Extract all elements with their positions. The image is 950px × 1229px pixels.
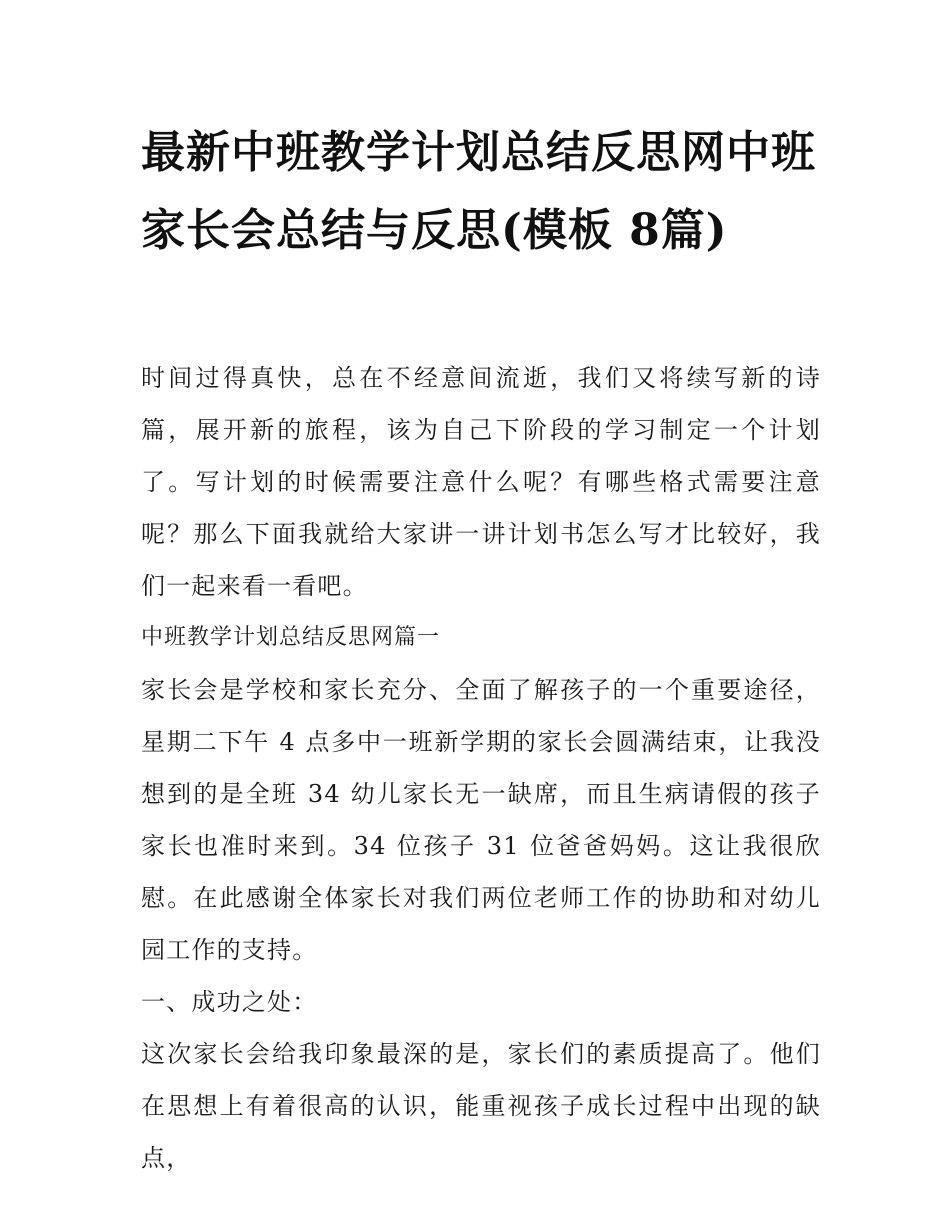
subsection-heading: 一、成功之处： [141, 988, 318, 1016]
body-paragraph: 这次家长会给我印象最深的是，家长们的素质提高了。他们在思想上有着很高的认识，能重视孩子成长过程中出现的缺点， [141, 1040, 821, 1172]
body-paragraph: 家长会是学校和家长充分、全面了解孩子的一个重要途径，星期二下午 4 点多中一班新学期的家长会圆满结束，让我没想到的是全班 34 幼儿家长无一缺席，而且生病请假的孩子家长也准时来到。34 位孩子 31 位爸爸妈妈。这让我很欣慰。在此感谢全体家长对我们两位老师工作的协助和对幼儿园工作的支持。 [141, 676, 821, 964]
document-title: 最新中班教学计划总结反思网中班家长会总结与反思(模板 8篇) [141, 127, 816, 256]
section-heading: 中班教学计划总结反思网篇一 [141, 625, 441, 650]
intro-paragraph: 时间过得真快，总在不经意间流逝，我们又将续写新的诗篇，展开新的旅程，该为自己下阶段的学习制定一个计划了。写计划的时候需要注意什么呢？有哪些格式需要注意呢？那么下面我就给大家讲一讲计划书怎么写才比较好，我们一起来看一看吧。 [141, 364, 821, 600]
document-body [141, 352, 821, 1184]
